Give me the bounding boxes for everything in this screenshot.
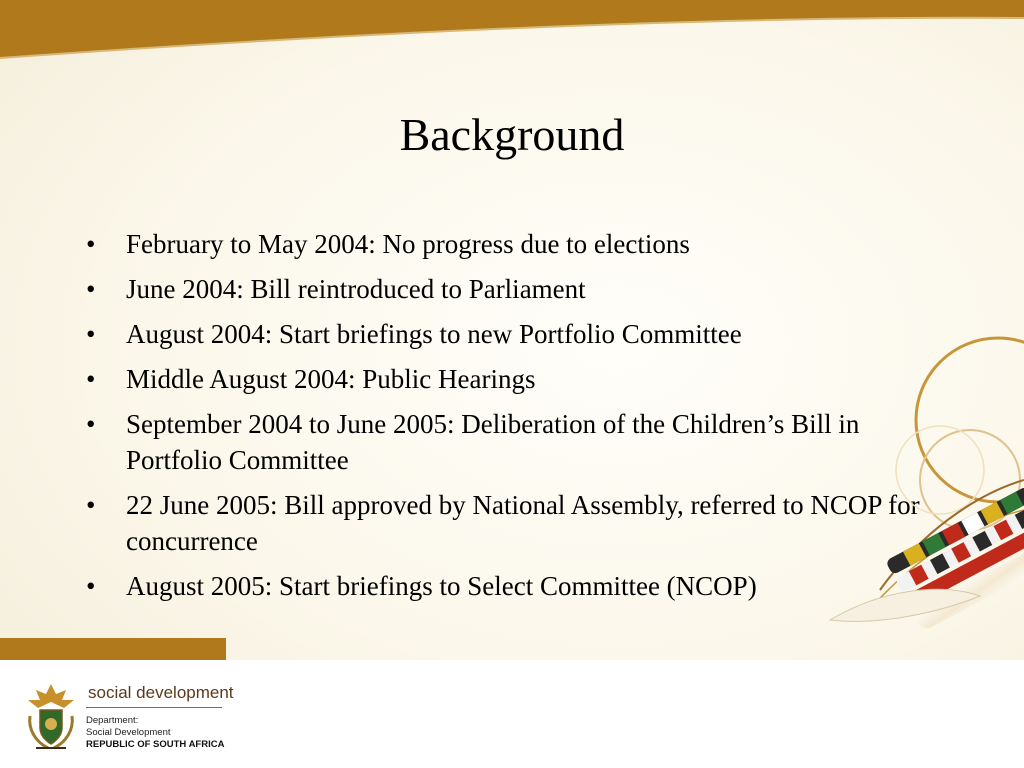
decor-ring-large	[916, 338, 1024, 502]
bullet-list	[84, 226, 924, 613]
bullet-item	[84, 406, 924, 478]
bullet-marker: •	[86, 274, 96, 304]
brand-divider	[86, 707, 222, 708]
top-gold-band	[0, 0, 1024, 60]
bullet-marker: •	[86, 229, 96, 259]
bullet-item	[84, 271, 924, 307]
department-name: Social Development	[86, 727, 171, 738]
bullet-marker: •	[86, 319, 96, 349]
bullet-text: September 2004 to June 2005: Deliberation of the Children’s Bill in Portfolio Committee	[126, 409, 860, 475]
bullet-item	[84, 316, 924, 352]
bullet-text: August 2005: Start briefings to Select Committee (NCOP)	[126, 571, 757, 601]
bullet-item	[84, 226, 924, 262]
bullet-text: August 2004: Start briefings to new Portfolio Committee	[126, 319, 742, 349]
brand-name: social development	[88, 683, 234, 702]
bullet-item	[84, 487, 924, 559]
bullet-item	[84, 568, 924, 604]
bullet-marker: •	[86, 364, 96, 394]
bullet-text: Middle August 2004: Public Hearings	[126, 364, 536, 394]
coat-of-arms-icon	[22, 680, 80, 752]
bullet-text: 22 June 2005: Bill approved by National Assembly, referred to NCOP for concurrence	[126, 490, 920, 556]
bullet-text: February to May 2004: No progress due to elections	[126, 229, 690, 259]
footer	[0, 660, 1024, 768]
department-label: Department:	[86, 715, 139, 726]
bullet-item	[84, 361, 924, 397]
bullet-text: June 2004: Bill reintroduced to Parliament	[126, 274, 586, 304]
bullet-marker: •	[86, 490, 96, 520]
country-name: REPUBLIC OF SOUTH AFRICA	[86, 739, 225, 750]
bullet-marker: •	[86, 409, 96, 439]
footer-gold-bar	[0, 638, 226, 660]
bullet-marker: •	[86, 571, 96, 601]
beadwork-decoration	[820, 320, 1024, 660]
slide-title: Background	[399, 109, 625, 160]
